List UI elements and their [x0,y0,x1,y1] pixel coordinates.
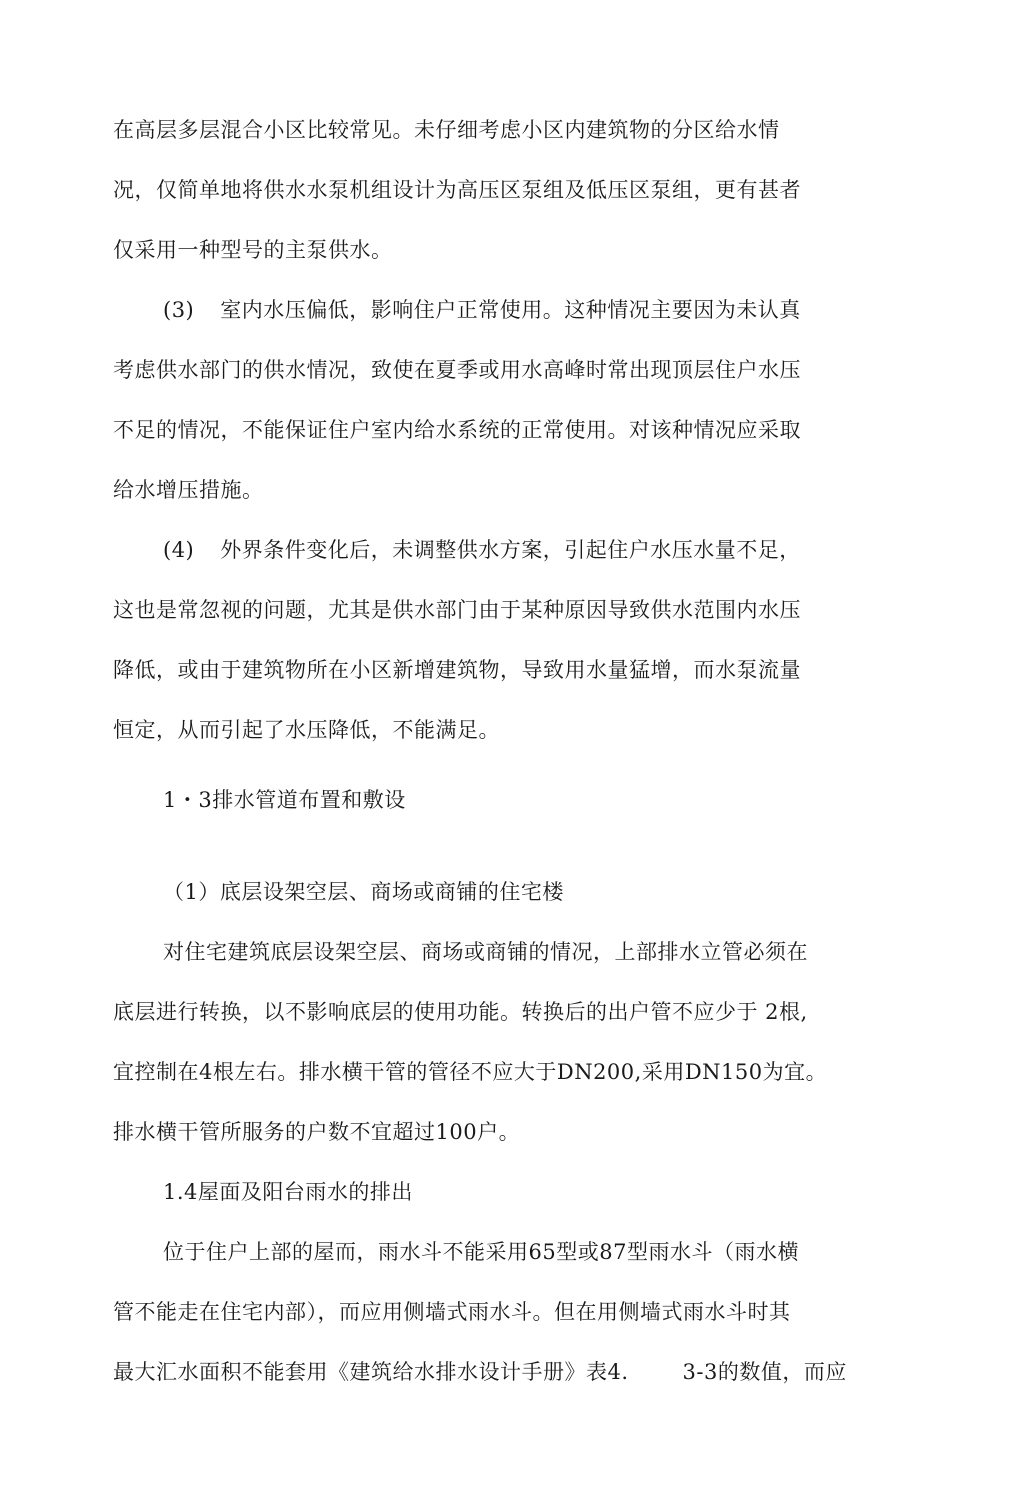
paragraph-line: 降低，或由于建筑物所在小区新增建筑物，导致用水量猛增，而水泵流量 [113,658,801,682]
paragraph-line: 排水横干管所服务的户数不宜超过100户。 [113,1120,521,1144]
item-text: 室内水压偏低，影响住户正常使用。这种情况主要因为未认真 [220,298,801,322]
paragraph-line: 位于住户上部的屋而，雨水斗不能采用65型或87型雨水斗（雨水横 [163,1240,799,1264]
paragraph-line: 不足的情况，不能保证住户室内给水系统的正常使用。对该种情况应采取 [113,418,801,442]
item-3-line [163,296,801,324]
paragraph-line: 在高层多层混合小区比较常见。未仔细考虑小区内建筑物的分区给水情 [113,118,780,142]
section-heading-1-3: 1・3排水管道布置和敷设 [163,788,406,812]
paragraph-line: 底层进行转换，以不影响底层的使用功能。转换后的出户管不应少于 2根, [113,1000,808,1024]
paragraph-line: 宜控制在4根左右。排水横干管的管径不应大于DN200,采用DN150为宜。 [113,1060,828,1084]
item-text: 外界条件变化后，未调整供水方案，引起住户水压水量不足， [220,538,801,562]
line-text: 3-3的数值，而应 [682,1360,847,1384]
paragraph-line: 况，仅简单地将供水水泵机组设计为高压区泵组及低压区泵组，更有甚者 [113,178,801,202]
paragraph-line: 对住宅建筑底层设架空层、商场或商铺的情况，上部排水立管必须在 [163,940,808,964]
subsection-heading: （1）底层设架空层、商场或商铺的住宅楼 [163,880,564,904]
paragraph-line: 仅采用一种型号的主泵供水。 [113,238,393,262]
paragraph-line: 这也是常忽视的问题，尤其是供水部门由于某种原因导致供水范围内水压 [113,598,801,622]
paragraph-line: 恒定，从而引起了水压降低，不能满足。 [113,718,500,742]
paragraph-line: 给水增压措施。 [113,478,264,502]
paragraph-line: 考虑供水部门的供水情况，致使在夏季或用水高峰时常出现顶层住户水压 [113,358,801,382]
item-number: (3) [163,298,195,322]
paragraph-line [113,1358,847,1386]
line-text: 最大汇水面积不能套用《建筑给水排水设计手册》表4. [113,1360,629,1384]
paragraph-line: 管不能走在住宅内部），而应用侧墙式雨水斗。但在用侧墙式雨水斗时其 [113,1300,791,1324]
item-number: (4) [163,538,195,562]
item-4-line [163,536,801,564]
section-heading-1-4: 1.4屋面及阳台雨水的排出 [163,1180,413,1204]
